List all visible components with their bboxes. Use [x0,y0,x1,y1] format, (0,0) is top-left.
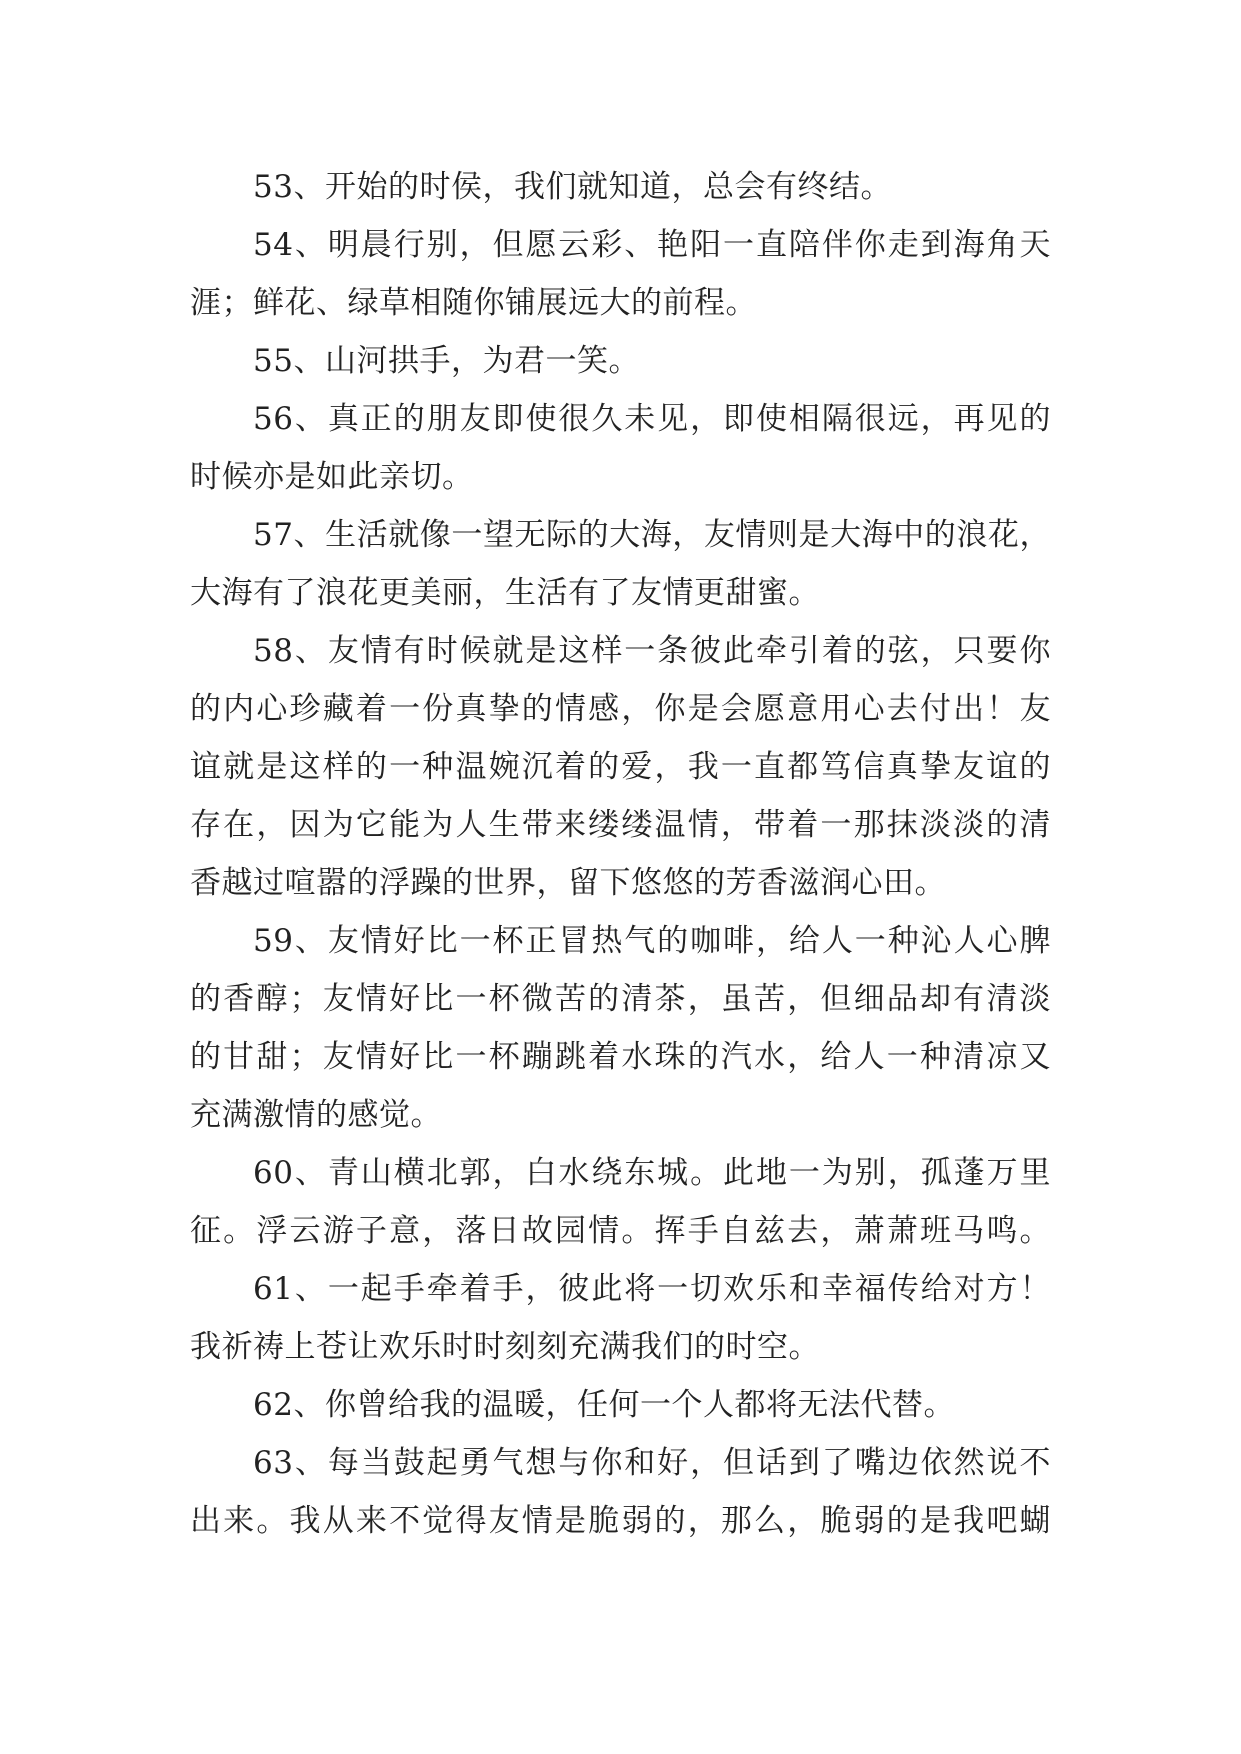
text-line: 存在，因为它能为人生带来缕缕温情，带着一那抹淡淡的清 [190,807,1051,843]
text-line: 61、一起手牵着手，彼此将一切欢乐和幸福传给对方！ [253,1271,1051,1307]
text-line: 63、每当鼓起勇气想与你和好，但话到了嘴边依然说不 [253,1445,1051,1481]
text-line: 的甘甜；友情好比一杯蹦跳着水珠的汽水，给人一种清凉又 [190,1039,1051,1075]
text-line: 时候亦是如此亲切。 [190,459,474,495]
text-line: 56、真正的朋友即使很久未见，即使相隔很远，再见的 [253,401,1051,437]
text-line: 征。浮云游子意，落日故园情。挥手自兹去，萧萧班马鸣。 [190,1213,1051,1249]
text-line: 香越过喧嚣的浮躁的世界，留下悠悠的芳香滋润心田。 [190,865,946,901]
text-line: 53、开始的时侯，我们就知道，总会有终结。 [253,169,892,205]
text-line: 充满激情的感觉。 [190,1097,442,1133]
text-line: 的内心珍藏着一份真挚的情感，你是会愿意用心去付出！友 [190,691,1051,727]
text-line: 出来。我从来不觉得友情是脆弱的，那么，脆弱的是我吧蝴 [190,1503,1051,1539]
text-line: 涯；鲜花、绿草相随你铺展远大的前程。 [190,285,757,321]
text-line: 我祈祷上苍让欢乐时时刻刻充满我们的时空。 [190,1329,820,1365]
text-line: 的香醇；友情好比一杯微苦的清茶，虽苦，但细品却有清淡 [190,981,1051,1017]
text-line: 57、生活就像一望无际的大海，友情则是大海中的浪花， [253,517,1051,553]
text-line: 55、山河拱手，为君一笑。 [253,343,640,379]
text-line: 60、青山横北郭，白水绕东城。此地一为别，孤蓬万里 [253,1155,1051,1191]
text-line: 谊就是这样的一种温婉沉着的爱，我一直都笃信真挚友谊的 [190,749,1051,785]
text-line: 62、你曾给我的温暖，任何一个人都将无法代替。 [253,1387,955,1423]
text-line: 59、友情好比一杯正冒热气的咖啡，给人一种沁人心脾 [253,923,1051,959]
text-line: 大海有了浪花更美丽，生活有了友情更甜蜜。 [190,575,820,611]
text-line: 54、明晨行别，但愿云彩、艳阳一直陪伴你走到海角天 [253,227,1051,263]
text-line: 58、友情有时候就是这样一条彼此牵引着的弦，只要你 [253,633,1051,669]
